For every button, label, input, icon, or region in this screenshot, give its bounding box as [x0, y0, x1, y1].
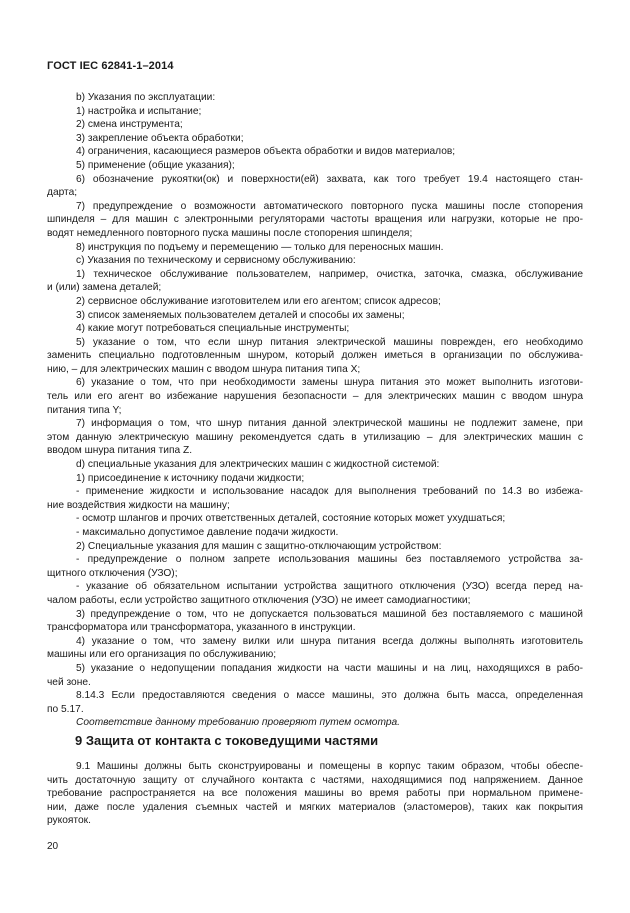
section-body — [47, 760, 583, 828]
text-line: 2) сервисное обслуживание изготовителем или его агентом; список адресов; — [76, 295, 441, 307]
text-line: 4) ограничения, касающиеся размеров объекта обработки и видов материалов; — [76, 146, 456, 158]
text-line: тель или его агент во избежание нарушения безопасности – для электрических машин с вводом шнура — [47, 391, 583, 403]
text-line: нию, – для электрических машин с вводом шнура питания типа X; — [47, 363, 361, 375]
text-line: питания типа Y; — [47, 404, 122, 416]
text-line: 3) предупреждение о том, что не допускается пользоваться машиной без поставляемого с машиной — [76, 608, 583, 620]
text-line: 1) техническое обслуживание пользователем, например, очистка, заточка, смазка, обслуживание — [76, 268, 583, 280]
text-line: дарта; — [47, 187, 78, 199]
text-line: - осмотр шлангов и прочих ответственных деталей, состояние которых может ухудшаться; — [76, 513, 506, 525]
text-line: ние воздействия жидкости на машину; — [47, 499, 230, 511]
text-line: заменить специально подготовленным шнуром, который должен иметься в организации по обслужива- — [47, 350, 583, 362]
section-heading: 9 Защита от контакта с токоведущими частями — [75, 733, 379, 748]
text-line: шпинделя – для машин с электронными регуляторами частоты вращения или нагрузки, которые не про- — [47, 214, 583, 226]
text-line: рукояток. — [47, 815, 91, 827]
compliance-note: Соответствие данному требованию проверяют путем осмотра. — [76, 717, 401, 729]
text-line: 1) присоединение к источнику подачи жидкости; — [76, 472, 305, 484]
text-line: вводом шнура питания типа Z. — [47, 445, 193, 457]
document-header: ГОСТ IEC 62841-1–2014 — [47, 60, 174, 72]
text-line: требование распространяется на все положения машины во время работы при нормальном примене- — [47, 788, 583, 800]
text-line: щитного отключения (УЗО); — [47, 567, 178, 579]
text-line: 2) смена инструмента; — [76, 119, 183, 131]
text-line: 8.14.3 Если предоставляются сведения о массе машины, это должна быть масса, определенная — [76, 690, 583, 702]
text-line: чей зоне. — [47, 676, 91, 688]
text-line: 2) Специальные указания для машин с защитно-отключающим устройством: — [76, 540, 442, 552]
text-line: этом данную электрическую машину рекомендуется сдать в утилизацию – для электрических машин с — [47, 431, 583, 443]
document-body — [47, 91, 583, 730]
text-line: 6) указание о том, что при необходимости замены шнура питания это может выполнить изготови- — [76, 377, 583, 389]
text-line: 4) какие могут потребоваться специальные инструменты; — [76, 323, 350, 335]
text-line: d) специальные указания для электрических машин с жидкостной системой: — [76, 459, 440, 471]
text-line: 3) список заменяемых пользователем деталей и способы их замены; — [76, 309, 405, 321]
text-line: 5) указание о том, что если шнур питания электрической машины поврежден, его необходимо — [76, 336, 583, 348]
text-line: 7) информация о том, что шнур питания данной электрической машины не подлежит замене, при — [76, 418, 583, 430]
text-line: нии, даже после удаления съемных частей и мягких материалов (эластомеров), таких как покрытия — [47, 801, 583, 813]
text-line: чалом работы, если устройство защитного отключения (УЗО) не имеет самодиагностики; — [47, 594, 471, 606]
text-line: 7) предупреждение о возможности автоматического повторного пуска машины после стопорения — [76, 200, 583, 212]
text-line: 6) обозначение рукоятки(ок) и поверхности(ей) захвата, как того требует 19.4 настоящего стан- — [76, 173, 583, 185]
text-line: 3) закрепление объекта обработки; — [76, 132, 244, 144]
text-line: по 5.17. — [47, 703, 84, 715]
page-number: 20 — [47, 841, 59, 852]
text-line: водят немедленного повторного пуска машины после стопорения шпинделя; — [47, 227, 413, 239]
text-line: - предупреждение о полном запрете использования машины без поставляемого устройства за- — [76, 554, 583, 566]
text-line: - применение жидкости и использование насадок для выполнения требований по 14.3 во избежа- — [76, 486, 583, 498]
text-line: 5) применение (общие указания); — [76, 159, 235, 171]
text-line: и (или) замена деталей; — [47, 282, 162, 294]
text-line: 8) инструкция по подъему и перемещению — только для переносных машин. — [76, 241, 444, 253]
text-line: c) Указания по техническому и сервисному обслуживанию: — [76, 255, 356, 267]
text-line: 9.1 Машины должны быть сконструированы и помещены в корпус таким образом, чтобы обеспе- — [76, 761, 583, 772]
text-line: 1) настройка и испытание; — [76, 105, 202, 117]
text-line: b) Указания по эксплуатации: — [76, 92, 216, 103]
text-line: 5) указание о недопущении попадания жидкости на части машины и на лиц, находящихся в рабо- — [76, 662, 583, 674]
text-line: - указание об обязательном испытании устройства защитного отключения (УЗО) всегда перед на- — [76, 581, 583, 593]
text-line: машины или его организация по обслуживанию; — [47, 649, 277, 661]
text-line: чить достаточную защиту от случайного контакта с частями, находящимися под напряжением. Данное — [47, 774, 583, 786]
text-line: 4) указание о том, что замену вилки или шнура питания всегда должны выполнять изготовитель — [76, 635, 583, 647]
text-line: - максимально допустимое давление подачи жидкости. — [76, 527, 339, 538]
text-line: трансформатора или трансформатора, указанного в инструкции. — [47, 622, 356, 634]
